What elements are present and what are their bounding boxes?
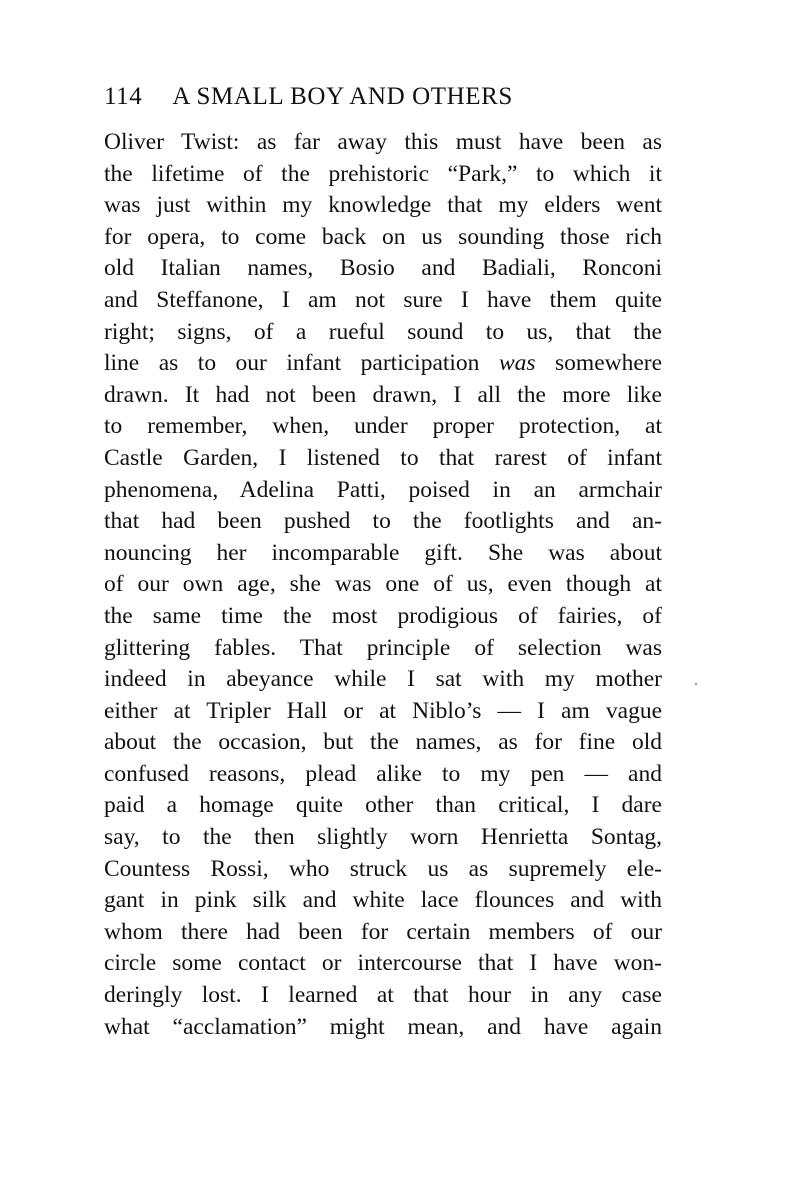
text-line: deringly lost. I learned at that hour in any case: [104, 982, 662, 1009]
italic-word: was: [498, 350, 536, 377]
text-line: about the occasion, but the names, as for fine old: [104, 729, 662, 756]
text-line: and Steffanone, I am not sure I have them quite: [104, 286, 662, 313]
text-line: of our own age, she was one of us, even though at: [104, 571, 662, 598]
text-line: the same time the most prodigious of fairies, of: [104, 602, 662, 629]
text-line: Countess Rossi, who struck us as supremely ele-: [104, 855, 662, 882]
text-line: the lifetime of the prehistoric “Park,” to which it: [104, 160, 662, 187]
text-line: phenomena, Adelina Patti, poised in an armchair: [104, 476, 662, 503]
text-run: line as to our infant participation: [104, 350, 480, 377]
text-line: was just within my knowledge that my elders went: [104, 192, 662, 219]
text-line: gant in pink silk and white lace flounces and with: [104, 887, 662, 914]
running-head: [104, 80, 664, 114]
text-line: paid a homage quite other than critical, I dare: [104, 792, 662, 819]
text-run: somewhere: [555, 350, 663, 377]
text-line: for opera, to come back on us sounding those rich: [104, 223, 662, 250]
scan-speck: [695, 683, 697, 685]
page-number: 114: [104, 83, 143, 110]
text-line: glittering fables. That principle of selection was: [104, 634, 662, 661]
text-line: what “acclamation” might mean, and have again: [104, 1013, 662, 1040]
text-line: confused reasons, plead alike to my pen — and: [104, 760, 662, 787]
text-line: to remember, when, under proper protection, at: [104, 413, 662, 440]
text-line: whom there had been for certain members of our: [104, 918, 662, 945]
text-line: that had been pushed to the footlights and an-: [104, 508, 662, 535]
text-line: right; signs, of a rueful sound to us, that the: [104, 318, 662, 345]
text-line: Oliver Twist: as far away this must have been as: [104, 129, 662, 155]
book-title: A SMALL BOY AND OTHERS: [172, 83, 513, 110]
text-line: nouncing her incomparable gift. She was about: [104, 539, 662, 566]
text-line: either at Tripler Hall or at Niblo’s — I am vague: [104, 697, 662, 724]
text-line: old Italian names, Bosio and Badiali, Ronconi: [104, 255, 662, 282]
text-line: circle some contact or intercourse that I have won-: [104, 950, 662, 977]
text-line: [104, 348, 662, 380]
text-line: indeed in abeyance while I sat with my mother: [104, 666, 662, 693]
text-line: say, to the then slightly worn Henrietta Sontag,: [104, 824, 662, 851]
body-text: [104, 127, 662, 1043]
text-line: Castle Garden, I listened to that rarest of infant: [104, 444, 662, 471]
text-line: drawn. It had not been drawn, I all the more like: [104, 381, 662, 408]
